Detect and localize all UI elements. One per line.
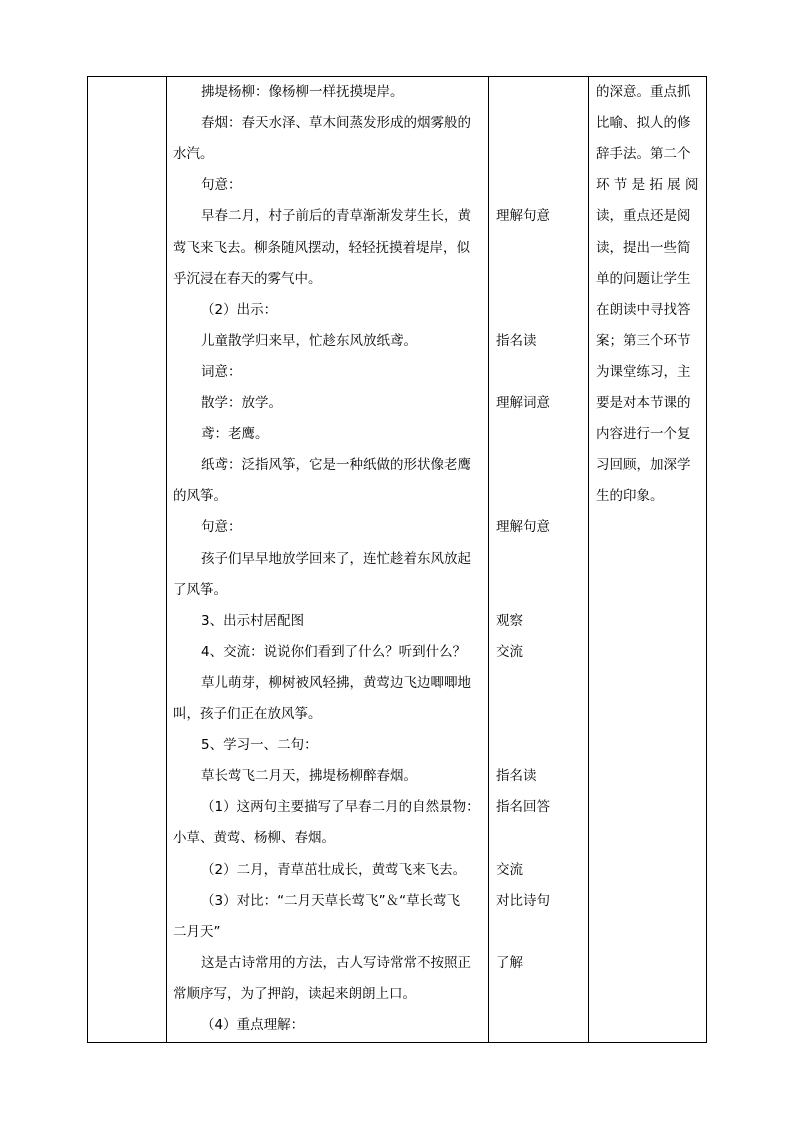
- intent-line: 内容进行一个复: [596, 426, 691, 443]
- intent-line: 为课堂练习，主: [596, 363, 691, 380]
- activity-label: 对比诗句: [496, 892, 550, 909]
- process-line: 莺飞来飞去。柳条随风摆动，轻轻抚摸着堤岸，似: [173, 239, 470, 256]
- intent-line: 要是对本节课的: [596, 395, 691, 411]
- process-line: （3）对比：“二月天草长莺飞”＆“草长莺飞: [201, 892, 461, 909]
- process-line: 5、学习一、二句：: [201, 737, 318, 754]
- process-line: 叫，孩子们正在放风筝。: [173, 706, 322, 722]
- table-divider-1: [166, 76, 167, 1043]
- table-divider-3: [588, 76, 589, 1043]
- process-line: 常顺序写，为了押韵，读起来朗朗上口。: [173, 985, 416, 1002]
- process-line: 春烟：春天水泽、草木间蒸发形成的烟雾般的: [201, 115, 471, 132]
- activity-label: 交流: [496, 643, 523, 660]
- activity-label: 指名读: [496, 768, 537, 785]
- activity-label: 理解句意: [496, 519, 550, 536]
- activity-label: 理解词意: [496, 395, 550, 411]
- process-line: 的风筝。: [173, 488, 227, 505]
- intent-line: 比喻、拟人的修: [596, 115, 691, 132]
- activity-label: 指名回答: [496, 799, 550, 816]
- intent-line: 案；第三个环节: [596, 332, 691, 349]
- process-line: 句意：: [201, 177, 242, 194]
- intent-line: 习回顾，加深学: [596, 457, 691, 474]
- activity-label: 了解: [496, 954, 523, 971]
- intent-line: 生的印象。: [596, 488, 664, 505]
- process-line: 乎沉浸在春天的雾气中。: [173, 270, 322, 287]
- activity-label: 理解句意: [496, 208, 550, 225]
- table-top-border: [87, 76, 707, 77]
- table-bottom-border: [87, 1042, 707, 1043]
- process-line: （1）这两句主要描写了早春二月的自然景物：: [201, 799, 480, 816]
- intent-line: 在朗读中寻找答: [596, 301, 691, 318]
- process-line: 水汽。: [173, 146, 214, 163]
- process-line: 孩子们早早地放学回来了，连忙趁着东风放起: [201, 550, 471, 567]
- intent-line: 读，提出一些简: [596, 239, 691, 256]
- process-line: 鸢：老鹰。: [201, 426, 269, 443]
- activity-label: 交流: [496, 861, 523, 878]
- process-line: 了风筝。: [173, 581, 227, 598]
- process-line: 散学：放学。: [201, 395, 282, 411]
- process-line: 4、交流：说说你们看到了什么？听到什么？: [201, 643, 467, 660]
- process-line: 草长莺飞二月天，拂堤杨柳醉春烟。: [201, 768, 417, 785]
- process-line: （2）出示：: [201, 301, 278, 318]
- intent-line: 辞手法。第二个: [596, 146, 691, 163]
- process-line: 儿童散学归来早，忙趁东风放纸鸢。: [201, 332, 417, 349]
- activity-label: 指名读: [496, 332, 537, 349]
- process-line: 小草、黄莺、杨柳、春烟。: [173, 830, 335, 847]
- process-line: 3、出示村居配图: [201, 612, 305, 629]
- process-line: 二月天”: [173, 923, 221, 940]
- process-line: 句意：: [201, 519, 242, 536]
- process-line: 这是古诗常用的方法，古人写诗常常不按照正: [201, 954, 471, 971]
- process-line: 纸鸢：泛指风筝，它是一种纸做的形状像老鹰: [201, 457, 471, 474]
- table-border-left: [87, 76, 88, 1043]
- process-line: （4）重点理解：: [201, 1017, 305, 1033]
- intent-line: 单的问题让学生: [596, 270, 691, 287]
- table-divider-2: [488, 76, 489, 1043]
- process-line: 早春二月，村子前后的青草渐渐发芽生长，黄: [201, 208, 471, 225]
- process-line: 拂堤杨柳：像杨柳一样抚摸堤岸。: [201, 84, 404, 100]
- process-line: （2）二月，青草茁壮成长，黄莺飞来飞去。: [201, 861, 467, 878]
- intent-line: 读，重点还是阅: [596, 208, 691, 225]
- intent-line: 的深意。重点抓: [596, 84, 691, 100]
- activity-label: 观察: [496, 612, 523, 629]
- process-line: 词意：: [201, 363, 242, 380]
- table-border-right: [706, 76, 707, 1043]
- intent-line: 环 节 是 拓 展 阅: [596, 177, 699, 194]
- process-line: 草儿萌芽，柳树被风轻拂，黄莺边飞边唧唧地: [201, 674, 471, 691]
